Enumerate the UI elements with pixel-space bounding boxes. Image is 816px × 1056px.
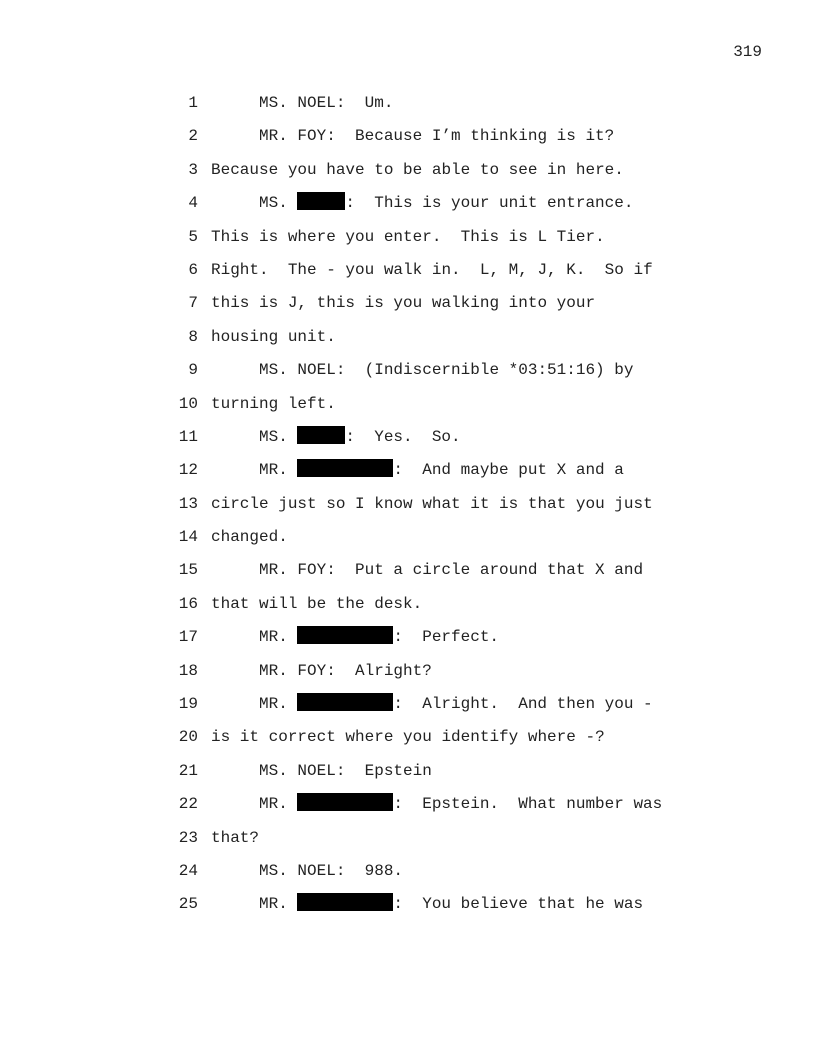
- line-number: 12: [178, 461, 198, 480]
- transcript-body: [0, 92, 816, 927]
- line-text: [211, 259, 653, 281]
- line-text: [259, 426, 461, 448]
- line-segment: MS. NOEL: (Indiscernible *03:51:16) by: [259, 361, 634, 380]
- page-number: 319: [733, 43, 762, 61]
- line-segment: MR. FOY: Because I’m thinking is it?: [259, 127, 615, 146]
- transcript-line: [0, 393, 816, 426]
- line-text: [211, 226, 605, 248]
- line-text: [259, 459, 624, 481]
- line-segment: : And maybe put X and a: [393, 461, 624, 480]
- line-number: 13: [178, 494, 198, 513]
- transcript-line: [0, 125, 816, 158]
- line-number: 9: [188, 361, 198, 380]
- transcript-line: [0, 726, 816, 759]
- transcript-line: [0, 893, 816, 926]
- line-segment: MR. FOY: Put a circle around that X and: [259, 561, 644, 580]
- line-segment: changed.: [211, 528, 288, 547]
- line-segment: MR.: [259, 895, 298, 914]
- transcript-line: [0, 226, 816, 259]
- line-text: [259, 760, 432, 782]
- transcript-line: [0, 793, 816, 826]
- line-text: [259, 660, 432, 682]
- transcript-line: [0, 92, 816, 125]
- line-number: 25: [178, 895, 198, 914]
- line-segment: MR.: [259, 795, 298, 814]
- line-segment: MS. NOEL: Um.: [259, 94, 394, 112]
- line-number: 8: [188, 327, 198, 346]
- line-number: 21: [178, 761, 198, 780]
- redaction-box: [297, 793, 393, 811]
- line-text: [211, 393, 336, 415]
- line-number: 22: [178, 795, 198, 814]
- line-segment: MS.: [259, 427, 298, 446]
- transcript-line: [0, 693, 816, 726]
- transcript-line: [0, 259, 816, 292]
- line-segment: housing unit.: [211, 327, 336, 346]
- line-text: [211, 726, 605, 748]
- transcript-line: [0, 559, 816, 592]
- line-number: 7: [188, 294, 198, 313]
- line-text: [259, 860, 403, 882]
- line-text: [259, 359, 633, 381]
- transcript-line: [0, 292, 816, 325]
- transcript-line: [0, 660, 816, 693]
- redaction-box: [297, 192, 345, 210]
- line-number: 14: [178, 528, 198, 547]
- line-segment: : This is your unit entrance.: [345, 194, 634, 213]
- transcript-line: [0, 827, 816, 860]
- transcript-line: [0, 760, 816, 793]
- line-number: 11: [178, 427, 198, 446]
- line-number: 24: [178, 861, 198, 880]
- line-number: 3: [188, 160, 198, 179]
- line-number: 18: [178, 661, 198, 680]
- line-number: 2: [188, 127, 198, 146]
- line-text: [211, 292, 595, 314]
- transcript-line: [0, 526, 816, 559]
- line-text: [211, 593, 422, 615]
- transcript-line: [0, 459, 816, 492]
- line-number: 15: [178, 561, 198, 580]
- transcript-line: [0, 593, 816, 626]
- transcript-line: [0, 493, 816, 526]
- line-segment: : Epstein. What number was: [393, 795, 663, 814]
- line-number: 17: [178, 628, 198, 647]
- line-text: [259, 192, 633, 214]
- line-text: [259, 893, 643, 915]
- redaction-box: [297, 426, 345, 444]
- line-segment: : Yes. So.: [345, 427, 461, 446]
- line-segment: MR.: [259, 461, 298, 480]
- line-segment: turning left.: [211, 394, 336, 413]
- line-segment: MR. FOY: Alright?: [259, 661, 432, 680]
- line-number: 1: [188, 94, 198, 112]
- line-text: [211, 827, 259, 849]
- line-segment: : Alright. And then you -: [393, 695, 653, 714]
- line-text: [211, 493, 653, 515]
- line-number: 23: [178, 828, 198, 847]
- line-segment: Right. The - you walk in. L, M, J, K. So if: [211, 260, 653, 279]
- line-segment: : You believe that he was: [393, 895, 644, 914]
- line-segment: This is where you enter. This is L Tier.: [211, 227, 605, 246]
- line-segment: is it correct where you identify where -?: [211, 728, 605, 747]
- redaction-box: [297, 626, 393, 644]
- line-text: [259, 793, 662, 815]
- line-segment: MR.: [259, 695, 298, 714]
- line-number: 19: [178, 695, 198, 714]
- transcript-line: [0, 426, 816, 459]
- line-segment: Because you have to be able to see in here.: [211, 160, 624, 179]
- line-text: [259, 92, 393, 114]
- transcript-line: [0, 626, 816, 659]
- line-segment: : Perfect.: [393, 628, 500, 647]
- line-number: 6: [188, 260, 198, 279]
- line-segment: MS. NOEL: 988.: [259, 861, 404, 880]
- line-number: 16: [178, 594, 198, 613]
- transcript-line: [0, 159, 816, 192]
- line-segment: that will be the desk.: [211, 594, 423, 613]
- transcript-line: [0, 192, 816, 225]
- line-text: [211, 159, 624, 181]
- line-segment: circle just so I know what it is that you just: [211, 494, 653, 513]
- transcript-line: [0, 359, 816, 392]
- line-segment: MR.: [259, 628, 298, 647]
- line-text: [259, 559, 643, 581]
- line-segment: MS.: [259, 194, 298, 213]
- redaction-box: [297, 693, 393, 711]
- line-number: 10: [178, 394, 198, 413]
- line-number: 20: [178, 728, 198, 747]
- line-segment: that?: [211, 828, 260, 847]
- transcript-line: [0, 326, 816, 359]
- line-text: [259, 693, 653, 715]
- transcript-line: [0, 860, 816, 893]
- redaction-box: [297, 459, 393, 477]
- line-text: [259, 626, 499, 648]
- redaction-box: [297, 893, 393, 911]
- line-text: [211, 526, 288, 548]
- line-number: 5: [188, 227, 198, 246]
- line-segment: this is J, this is you walking into your: [211, 294, 596, 313]
- line-segment: MS. NOEL: Epstein: [259, 761, 432, 780]
- line-number: 4: [188, 194, 198, 213]
- line-text: [259, 125, 614, 147]
- line-text: [211, 326, 336, 348]
